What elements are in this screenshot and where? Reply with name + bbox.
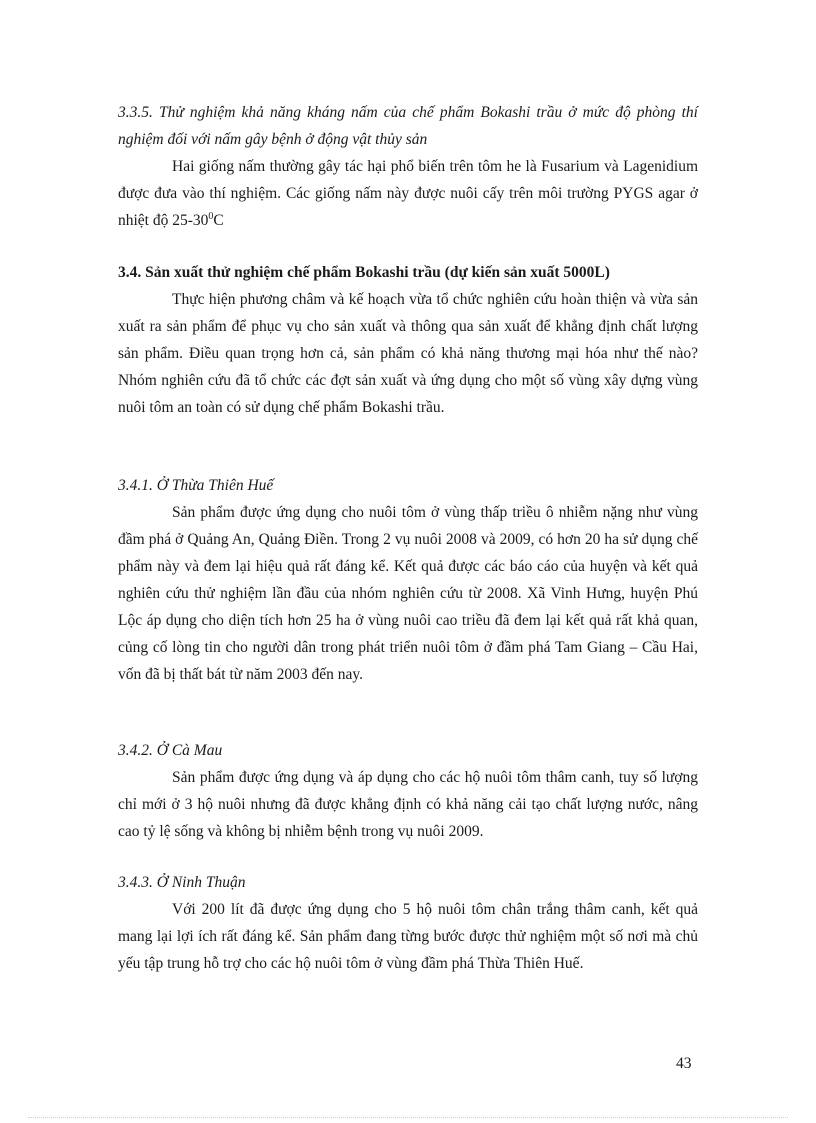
section-3-4-1-body: Sản phẩm được ứng dụng cho nuôi tôm ở vùng thấp triều ô nhiễm nặng như vùng đầm phá ở Quảng An, Quảng Điền. Trong 2 vụ nuôi 2008 và 2009, có hơn 20 ha sử dụng chế phẩm này và đem lại hiệu quả rất đáng kể. Kết quả được các báo cáo của huyện và kết quả nghiên cứu thử nghiệm lần đầu của nhóm nghiên cứu từ 2008. Xã Vinh Hưng, huyện Phú Lộc áp dụng cho diện tích hơn 25 ha ở vùng nuôi cao triều đã đem lại kết quả rất khả quan, củng cố lòng tin cho người dân trong phát triển nuôi tôm ở đầm phá Tam Giang – Cầu Hai, vốn đã bị thất bát từ năm 2003 đến nay. [118, 504, 698, 683]
degree-superscript: 0 [208, 210, 214, 222]
page-number: 43 [676, 1055, 692, 1072]
section-3-4-2-heading: 3.4.2. Ở Cà Mau [118, 742, 223, 759]
section-3-4-heading: 3.4. Sản xuất thử nghiệm chế phẩm Bokashi trầu (dự kiến sản xuất 5000L) [118, 264, 610, 281]
section-3-3-5-heading: 3.3.5. Thử nghiệm khả năng kháng nấm của chế phẩm Bokashi trầu ở mức độ phòng thí nghiệm đối với nấm gây bệnh ở động vật thủy sản [118, 104, 698, 148]
section-3-3-5-body-unit: C [213, 212, 224, 229]
section-3-4-2-body: Sản phẩm được ứng dụng và áp dụng cho các hộ nuôi tôm thâm canh, tuy số lượng chỉ mới ở 3 hộ nuôi nhưng đã được khẳng định có khả năng cải tạo chất lượng nước, nâng cao tỷ lệ sống và không bị nhiễm bệnh trong vụ nuôi 2009. [118, 769, 698, 840]
section-3-3-5-body [118, 153, 698, 234]
section-3-4-1-heading: 3.4.1. Ở Thừa Thiên Huế [118, 477, 274, 494]
section-3-4-body: Thực hiện phương châm và kế hoạch vừa tổ chức nghiên cứu hoàn thiện và vừa sản xuất ra sản phẩm để phục vụ cho sản xuất và thông qua sản xuất để khẳng định chất lượng sản phẩm. Điều quan trọng hơn cả, sản phẩm có khả năng thương mại hóa như thế nào? Nhóm nghiên cứu đã tổ chức các đợt sản xuất và ứng dụng cho một số vùng xây dựng vùng nuôi tôm an toàn có sử dụng chế phẩm Bokashi trầu. [118, 291, 698, 416]
section-3-4-3-body: Với 200 lít đã được ứng dụng cho 5 hộ nuôi tôm chân trắng thâm canh, kết quả mang lại lợi ích rất đáng kể. Sản phẩm đang từng bước được thử nghiệm một số nơi mà chủ yếu tập trung hỗ trợ cho các hộ nuôi tôm ở vùng đầm phá Thừa Thiên Huế. [118, 901, 698, 972]
section-3-3-5-body-text: Hai giống nấm thường gây tác hại phổ biến trên tôm he là Fusarium và Lagenidium được đưa vào thí nghiệm. Các giống nấm này được nuôi cấy trên môi trường PYGS agar ở nhiệt độ 25-30 [118, 158, 698, 229]
section-3-4-3-heading: 3.4.3. Ở Ninh Thuận [118, 874, 246, 891]
footer-divider [28, 1117, 788, 1118]
